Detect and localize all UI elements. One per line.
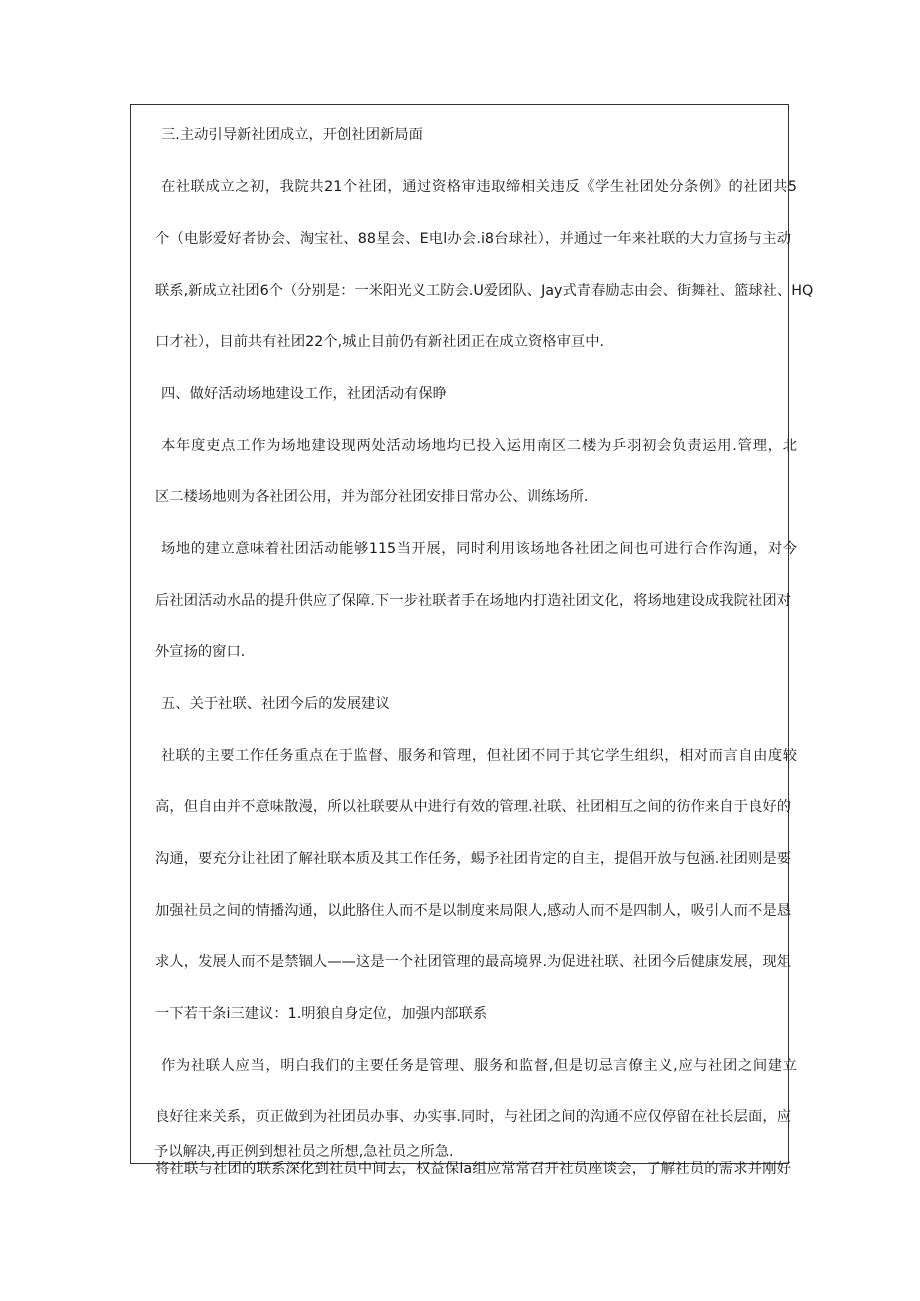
paragraph-line: 求人，发展人而不是禁锢人——这是一个社团管理的最高境界.为促进社联、社团今后健康发展，现俎 [155,954,791,970]
paragraph-line-last: 予以解决,再正例到想社员之所想,急社员之所急. [154,1144,454,1160]
section-heading-5: 五、关于社联、社团今后的发展建议 [161,696,390,712]
document-frame [130,104,814,1177]
paragraph-line: 良好往来关系，页正做到为社团员办事、办实事.同时，与社团之间的沟通不应仅停留在社长层面，应 [155,1109,791,1125]
paragraph-line: 在社联成立之初，我院共21个社团，通过资格审违取缔相关违反《学生社团处分条例》的社团共5 [161,179,797,195]
paragraph-line: 将社联与社团的联系深化到社员中间去，权益保la组应常常召开社员座谈会，了解社员的需求并刚好 [155,1161,791,1177]
paragraph-line: 口才社），目前共有社团22个,城止目前仍有新社团正在成立资格审亘中. [155,334,605,350]
paragraph-line: 社联的主要工作任务重点在于监督、服务和管理，但社团不同于其它学生组织，相对而言自由度较 [161,748,797,764]
section-heading-4: 四、做好活动场地建设工作，社团活动有保睁 [161,386,447,402]
paragraph-line: 后社团活动水品的提升供应了保障.下一步社联者手在场地内打造社团文化，将场地建设成我院社团对 [155,593,791,609]
paragraph-line: 外宣扬的窗口. [155,644,246,660]
paragraph-line: 作为社联人应当，明白我们的主要任务是管理、服务和监督,但是切忌言僚主义,应与社团之间建立 [161,1058,797,1074]
paragraph-line: 加强社员之间的情播沟通，以此胳住人而不是以制度来局限人,感动人而不是四制人，吸引人而不是恳 [155,903,791,919]
paragraph-line: 个（电影爱好者协会、淘宝社、88星会、E电l办会.i8台球社），并通过一年来社联的大力宣扬与主动 [155,231,791,247]
paragraph-line: 沟通，要充分让社团了解社联本质及其工作任务，蜴予社团肯定的自主，提倡开放与包涵.社团则是要 [155,851,791,867]
paragraph-line: 联系,新成立社团6个（分别是：一米阳光义工防会.U爱团队、Jay式青春励志由会、街舞社、篮球社、HQ [155,283,814,299]
paragraph-line: 场地的建立意味着社团活动能够115当开展，同时利用该场地各社团之间也可进行合作沟通，对今 [161,541,797,557]
paragraph-line: 高，但自由并不意味散漫，所以社联要从中进行有效的管理.社联、社团相互之间的彷作来自于良好的 [155,799,791,815]
paragraph-line: 区二楼场地则为各社团公用，并为部分社团安排日常办公、训练场所. [155,489,589,505]
paragraph-line: 一下若干条i三建议：1.明狼自身定位，加强内部联系 [155,1006,488,1022]
paragraph-line: 本年度吏点工作为场地建设现两处活动场地均已投入运用南区二楼为乒羽初会负责运用.管理，北 [161,438,797,454]
section-heading-3: 三.主动引导新社团成立，开创社团新局面 [161,127,423,143]
